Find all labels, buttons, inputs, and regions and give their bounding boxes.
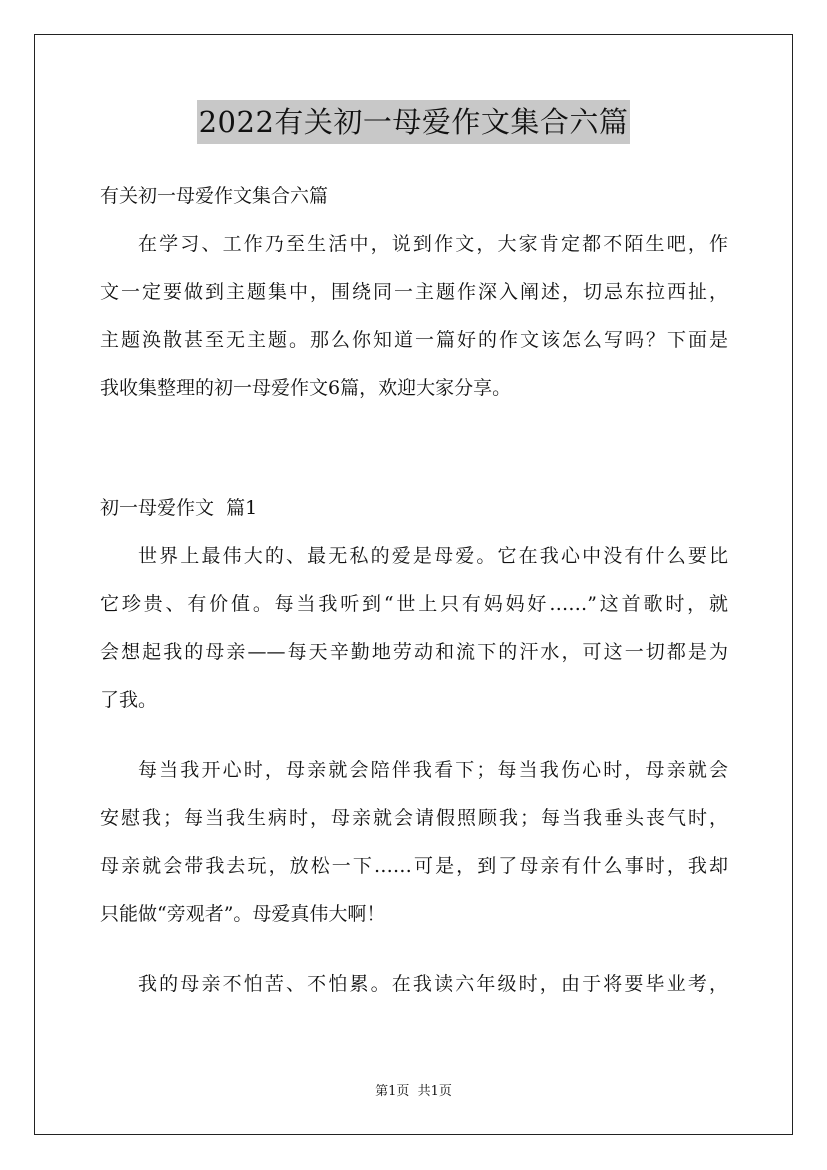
page-footer: 第1页 共1页	[375, 1084, 452, 1099]
title-container	[0, 100, 827, 144]
paragraph-2-line-3: 母亲就会带我去玩，放松一下……可是，到了母亲有什么事时，我却	[100, 855, 728, 877]
paragraph-1-line-1	[100, 532, 728, 580]
intro-line-2: 文一定要做到主题集中，围绕同一主题作深入阐述，切忌东拉西扯，	[100, 281, 728, 303]
paragraph-3-line-1-text: 我的母亲不怕苦、不怕累。在我读六年级时，由于将要毕业考，	[138, 973, 728, 995]
paragraph-2-line-2: 安慰我；每当我生病时，母亲就会请假照顾我；每当我垂头丧气时，	[100, 807, 728, 829]
paragraph-1-line-2: 它珍贵、有价值。每当我听到“世上只有妈妈好……”这首歌时，就	[100, 593, 728, 615]
intro-line-1	[100, 220, 728, 268]
intro-line-4: 我收集整理的初一母爱作文6篇，欢迎大家分享。	[100, 377, 512, 399]
intro-line-1-text: 在学习、工作乃至生活中，说到作文，大家肯定都不陌生吧，作	[138, 233, 728, 255]
paragraph-gap	[100, 938, 728, 960]
intro-line-3: 主题涣散甚至无主题。那么你知道一篇好的作文该怎么写吗？下面是	[100, 329, 728, 351]
document-body	[100, 172, 728, 1008]
paragraph-2-line-1-text: 每当我开心时，母亲就会陪伴我看下；每当我伤心时，母亲就会	[138, 759, 728, 781]
section-heading: 初一母爱作文 篇1	[100, 497, 258, 519]
paragraph-gap	[100, 724, 728, 746]
paragraph-2-line-4: 只能做“旁观者”。母爱真伟大啊！	[100, 903, 386, 925]
paragraph-1-line-3: 会想起我的母亲——每天辛勤地劳动和流下的汗水，可这一切都是为	[100, 641, 728, 663]
document-title: 2022有关初一母爱作文集合六篇	[197, 100, 631, 144]
section-gap	[100, 412, 728, 484]
paragraph-1-line-4: 了我。	[100, 689, 158, 711]
paragraph-2-line-1	[100, 746, 728, 794]
paragraph-3-line-1	[100, 960, 728, 1008]
paragraph-1-line-1-text: 世界上最伟大的、最无私的爱是母爱。它在我心中没有什么要比	[138, 545, 728, 567]
document-subtitle: 有关初一母爱作文集合六篇	[100, 185, 329, 207]
